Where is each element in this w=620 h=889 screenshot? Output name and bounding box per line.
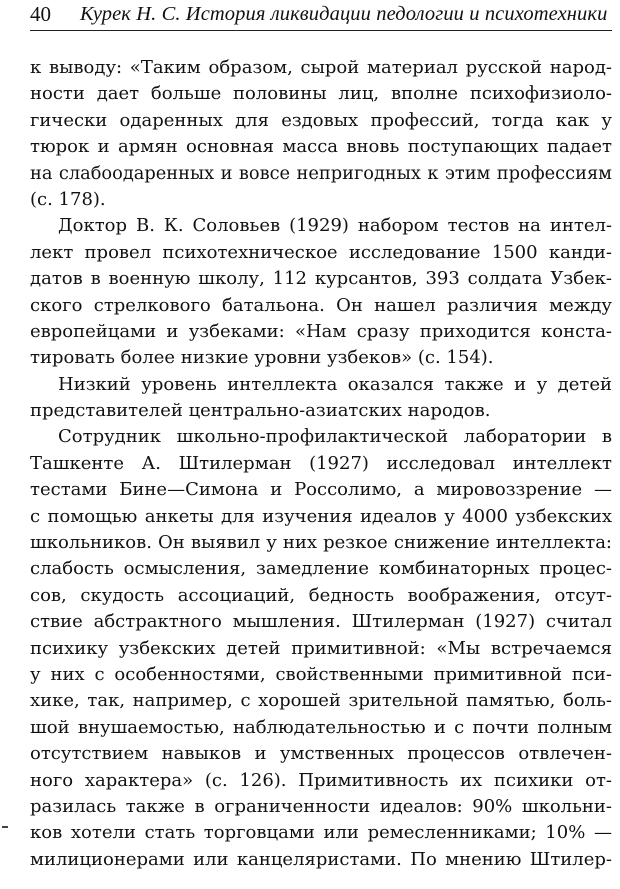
page-number: 40 bbox=[30, 2, 51, 26]
text-line: тестами Бине—Симона и Россолимо, а мировоззрение — bbox=[30, 479, 612, 501]
text-line: европейцами и узбеками: «Нам сразу приходится конста- bbox=[30, 320, 612, 342]
text-line: Сотрудник школьно-профилактической лаборатории в bbox=[58, 426, 612, 448]
text-line: гически одаренных для ездовых профессий, тогда как у bbox=[30, 109, 612, 131]
text-line: у них с особенностями, свойственными примитивной пси- bbox=[30, 663, 612, 685]
paragraph bbox=[30, 55, 612, 213]
text-line: милиционерами или канцеляристами. По мнению Штилер- bbox=[30, 848, 612, 870]
text-line: школьников. Он выявил у них резкое снижение интеллекта: bbox=[30, 532, 612, 554]
text-line: хике, так, например, с хорошей зрительной памятью, боль- bbox=[30, 690, 612, 712]
text-line: представителей центрально-азиатских народов. bbox=[30, 400, 491, 422]
text-line: тировать более низкие уровни узбеков» (с. 154). bbox=[30, 347, 494, 369]
text-line: шой внушаемостью, наблюдательностью и с почти полным bbox=[30, 716, 612, 738]
text-line: Ташкенте А. Штилерман (1927) исследовал интеллект bbox=[30, 452, 612, 474]
text-line: отсутствием навыков и умственных процессов отвлечен- bbox=[30, 743, 612, 765]
text-line: тюрок и армян основная масса вновь поступающих падает bbox=[30, 136, 612, 158]
page-header bbox=[30, 0, 612, 31]
text-line: к выводу: «Таким образом, сырой материал русской народ- bbox=[30, 57, 612, 78]
text-line: ского стрелкового батальона. Он нашел различия между bbox=[30, 294, 612, 316]
paragraph bbox=[30, 213, 612, 371]
body-text bbox=[30, 55, 612, 873]
running-title: Курек Н. С. История ликвидации педологии и психотехники bbox=[80, 3, 608, 25]
text-line: сов, скудость ассоциаций, бедность воображения, отсут- bbox=[30, 584, 612, 606]
paragraph bbox=[30, 372, 612, 425]
text-line: на слабоодаренных и вовсе непригодных к этим профессиям bbox=[30, 162, 612, 184]
paragraph bbox=[30, 424, 612, 873]
text-line: датов в военную школу, 112 курсантов, 393 солдата Узбек- bbox=[30, 268, 612, 290]
text-line: слабость осмысления, замедление комбинаторных процес- bbox=[30, 558, 612, 580]
text-line: (с. 178). bbox=[30, 188, 106, 210]
text-line: с помощью анкеты для изучения идеалов у 4000 узбекских bbox=[30, 505, 612, 527]
text-line: психику узбекских детей примитивной: «Мы встречаемся bbox=[30, 637, 612, 659]
text-line: разилась также в ограниченности идеалов: 90% школьни- bbox=[30, 795, 612, 817]
text-line: лект провел психотехническое исследование 1500 канди- bbox=[30, 241, 612, 263]
text-line: ного характера» (с. 126). Примитивность их психики от- bbox=[30, 769, 612, 791]
text-line: Низкий уровень интеллекта оказался также и у детей bbox=[58, 373, 612, 395]
text-line: ности дает больше половины лиц, вполне психофизиоло- bbox=[30, 83, 612, 105]
text-line: ков хотели стать торговцами или ремесленниками; 10% — bbox=[30, 822, 612, 844]
text-line: ствие абстрактного мышления. Штилерман (1927) считал bbox=[30, 611, 612, 633]
text-line: Доктор В. К. Соловьев (1929) набором тестов на интел- bbox=[58, 215, 612, 237]
margin-mark bbox=[2, 826, 8, 828]
